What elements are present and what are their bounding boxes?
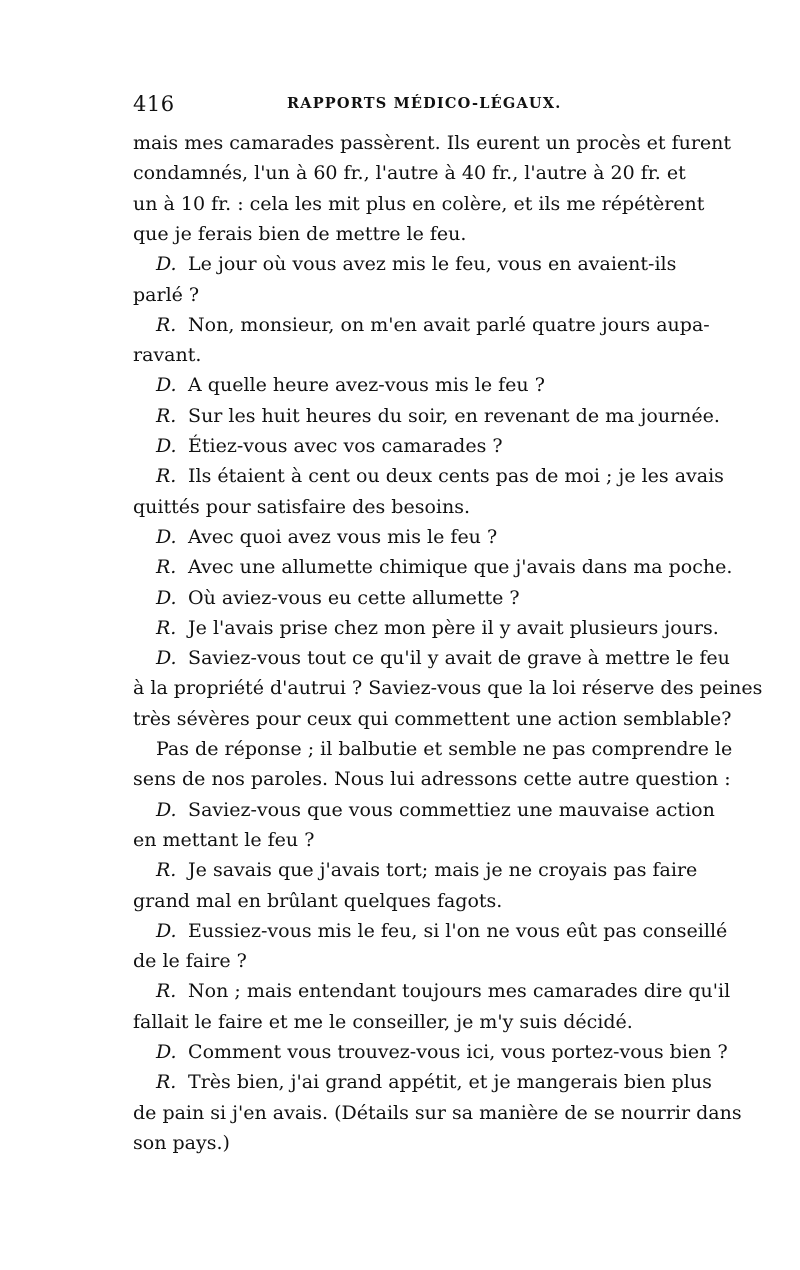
speaker-label: D. — [156, 374, 177, 397]
text-line — [156, 371, 668, 399]
line-text: Le jour où vous avez mis le feu, vous en avaient-ils — [188, 253, 677, 276]
text-line — [156, 1038, 728, 1066]
speaker-label: R. — [156, 404, 177, 427]
text-line — [156, 977, 731, 1005]
running-title: RAPPORTS MÉDICO-LÉGAUX. — [287, 95, 562, 112]
line-text: A quelle heure avez-vous mis le feu ? — [188, 374, 545, 397]
text-line — [156, 523, 668, 551]
line-text: quittés pour satisfaire des besoins. — [133, 495, 470, 518]
text-line — [133, 887, 668, 915]
line-text: Sur les huit heures du soir, en revenant de ma journée. — [188, 404, 720, 427]
text-line — [133, 129, 732, 157]
line-text: Avec une allumette chimique que j'avais dans ma poche. — [188, 556, 733, 579]
line-text: parlé ? — [133, 283, 200, 306]
line-text: Étiez-vous avec vos camarades ? — [188, 435, 503, 457]
text-line — [156, 462, 724, 490]
line-text: Non, monsieur, on m'en avait parlé quatre jours aupa- — [188, 313, 710, 336]
text-line — [133, 826, 668, 854]
line-text: Saviez-vous que vous commettiez une mauvaise action — [188, 798, 715, 821]
speaker-label: D. — [156, 586, 177, 609]
text-line — [156, 644, 730, 672]
text-line — [156, 796, 715, 824]
text-line — [133, 190, 705, 218]
line-text: Comment vous trouvez-vous ici, vous portez-vous bien ? — [188, 1041, 728, 1063]
line-text: Je l'avais prise chez mon père il y avait plusieurs jours. — [188, 616, 719, 639]
speaker-label: D. — [156, 647, 177, 670]
line-text: grand mal en brûlant quelques fagots. — [133, 889, 503, 912]
line-text: un à 10 fr. : cela les mit plus en colère, et ils me répétèrent — [133, 192, 705, 215]
text-line — [156, 553, 733, 581]
line-text: Avec quoi avez vous mis le feu ? — [188, 525, 498, 548]
text-line — [133, 159, 686, 187]
line-text: Je savais que j'avais tort; mais je ne croyais pas faire — [188, 859, 698, 882]
text-line — [133, 281, 668, 309]
text-line — [156, 917, 728, 945]
text-line — [156, 311, 710, 339]
line-text: Pas de réponse ; il balbutie et semble ne pas comprendre le — [156, 738, 733, 760]
text-line — [156, 432, 668, 460]
text-line — [133, 705, 732, 733]
line-text: sens de nos paroles. Nous lui adressons cette autre question : — [133, 768, 731, 791]
speaker-label: D. — [156, 1041, 177, 1063]
line-text: Très bien, j'ai grand appétit, et je mangerais bien plus — [188, 1071, 712, 1094]
line-text: que je ferais bien de mettre le feu. — [133, 222, 467, 245]
speaker-label: R. — [156, 980, 177, 1003]
speaker-label: R. — [156, 313, 177, 336]
line-text: ravant. — [133, 344, 202, 367]
speaker-label: R. — [156, 616, 177, 639]
speaker-label: R. — [156, 556, 177, 579]
text-line — [156, 250, 677, 278]
text-line — [133, 341, 668, 369]
speaker-label: D. — [156, 919, 177, 942]
text-line — [156, 614, 719, 642]
line-text: Ils étaient à cent ou deux cents pas de moi ; je les avais — [188, 465, 724, 488]
text-line — [133, 493, 668, 521]
speaker-label: D. — [156, 798, 177, 821]
text-line — [133, 220, 668, 248]
line-text: Non ; mais entendant toujours mes camarades dire qu'il — [188, 980, 731, 1003]
line-text: Où aviez-vous eu cette allumette ? — [188, 586, 520, 609]
text-line — [156, 1068, 712, 1096]
text-line — [156, 584, 668, 612]
page-number: 416 — [133, 92, 175, 116]
text-line — [156, 402, 720, 430]
line-text: Eussiez-vous mis le feu, si l'on ne vous eût pas conseillé — [188, 919, 728, 942]
line-text: Saviez-vous tout ce qu'il y avait de grave à mettre le feu — [188, 647, 730, 670]
speaker-label: D. — [156, 253, 177, 276]
text-line — [133, 1099, 742, 1127]
text-line — [156, 856, 698, 884]
speaker-label: D. — [156, 525, 177, 548]
line-text: son pays.) — [133, 1131, 230, 1154]
line-text: très sévères pour ceux qui commettent une action semblable? — [133, 707, 732, 730]
line-text: de pain si j'en avais. (Détails sur sa manière de se nourrir dans — [133, 1101, 742, 1124]
text-line — [133, 947, 668, 975]
text-line — [133, 674, 763, 702]
line-text: en mettant le feu ? — [133, 828, 315, 851]
speaker-label: R. — [156, 859, 177, 882]
text-line — [156, 735, 733, 763]
line-text: de le faire ? — [133, 950, 247, 973]
text-line — [133, 1008, 668, 1036]
speaker-label: D. — [156, 435, 177, 457]
line-text: à la propriété d'autrui ? Saviez-vous que la loi réserve des peines — [133, 677, 763, 700]
line-text: condamnés, l'un à 60 fr., l'autre à 40 fr., l'autre à 20 fr. et — [133, 162, 686, 185]
line-text: fallait le faire et me le conseiller, je m'y suis décidé. — [133, 1010, 633, 1033]
text-line — [133, 1129, 668, 1157]
speaker-label: R. — [156, 465, 177, 488]
text-line — [133, 765, 731, 793]
speaker-label: R. — [156, 1071, 177, 1094]
line-text: mais mes camarades passèrent. Ils eurent un procès et furent — [133, 132, 732, 154]
